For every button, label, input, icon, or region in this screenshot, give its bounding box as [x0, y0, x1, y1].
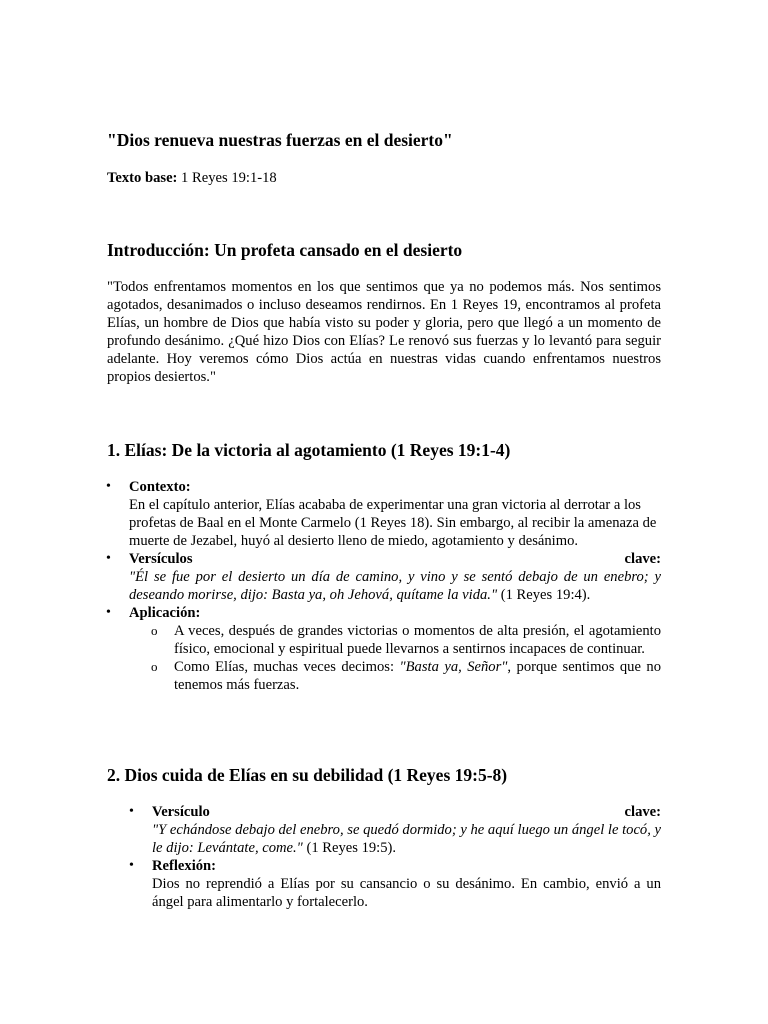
aplicacion-subitem-pre: Como Elías, muchas veces decimos:	[174, 659, 400, 675]
versiculos-label-row	[129, 550, 661, 568]
intro-heading: Introducción: Un profeta cansado en el desierto	[107, 240, 463, 260]
contexto-label: Contexto:	[129, 479, 191, 495]
aplicacion-label: Aplicación:	[129, 605, 201, 621]
versiculos-quote: "Él se fue por el desierto un día de camino, y vino y se sentó debajo de un enebro; y deseando morirse, dijo: Basta ya, oh Jehová, quítame la vida."	[129, 569, 661, 603]
sermon-title: "Dios renueva nuestras fuerzas en el desierto"	[107, 130, 453, 150]
aplicacion-subitem: o A veces, después de grandes victorias o momentos de alta presión, el agotamiento físico, emocional y espiritual puede llevarnos a sentirnos incapaces de continuar.	[174, 622, 661, 658]
list-item-reflexion	[152, 857, 661, 911]
list-item-versiculo	[152, 803, 661, 857]
versiculo-text	[152, 821, 661, 857]
versiculos-ref: (1 Reyes 19:4).	[497, 587, 591, 603]
list-item-aplicacion	[129, 604, 661, 694]
versiculos-text	[129, 568, 661, 604]
texto-base-value: 1 Reyes 19:1-18	[177, 170, 277, 186]
list-item-contexto	[129, 478, 661, 550]
aplicacion-subitem-post: , porque sentimos que no tenemos más fuerzas.	[174, 659, 662, 693]
section2-heading: 2. Dios cuida de Elías en su debilidad (1 Reyes 19:5-8)	[107, 765, 508, 785]
list-item-versiculos	[129, 550, 661, 604]
section1-list	[129, 478, 661, 694]
versiculo-label-row	[152, 803, 661, 821]
aplicacion-sublist	[129, 622, 661, 694]
versiculo-ref: (1 Reyes 19:5).	[302, 840, 397, 856]
texto-base-line	[107, 169, 277, 187]
versiculo-quote: "Y echándose debajo del enebro, se quedó dormido; y he aquí luego un ángel le tocó, y le dijo: Levántate, come."	[152, 822, 661, 856]
reflexion-text: Dios no reprendió a Elías por su cansancio o su desánimo. En cambio, envió a un ángel para alimentarlo y fortalecerlo.	[152, 876, 661, 910]
section1-heading: 1. Elías: De la victoria al agotamiento (1 Reyes 19:1-4)	[107, 440, 511, 460]
versiculo-label: • Versículo	[152, 804, 210, 820]
section2-list	[152, 803, 661, 911]
texto-base-label: Texto base:	[107, 170, 178, 186]
reflexion-label: Reflexión:	[152, 858, 217, 874]
versiculos-label-clave: clave:	[624, 551, 661, 567]
versiculos-label: • Versículos	[129, 551, 193, 567]
aplicacion-subitem-quote: "Basta ya, Señor"	[399, 659, 508, 675]
aplicacion-subitem	[174, 658, 661, 694]
versiculo-label-clave: clave:	[624, 804, 661, 820]
contexto-text: En el capítulo anterior, Elías acababa de experimentar una gran victoria al derrotar a los profetas de Baal en el Monte Carmelo (1 Reyes 18). Sin embargo, al recibir la amenaza de muerte de Jezabel, huyó al desierto lleno de miedo, agotamiento y desánimo.	[129, 497, 657, 549]
intro-paragraph: "Todos enfrentamos momentos en los que sentimos que ya no podemos más. Nos sentimos agotados, desanimados o incluso deseamos rendirnos. En 1 Reyes 19, encontramos al profeta Elías, un hombre de Dios que había visto su poder y gloria, pero que llegó a un momento de profundo desánimo. ¿Qué hizo Dios con Elías? Le renovó sus fuerzas y lo levantó para seguir adelante. Hoy veremos cómo Dios actúa en nuestras vidas cuando enfrentamos nuestros propios desiertos."	[107, 279, 661, 385]
